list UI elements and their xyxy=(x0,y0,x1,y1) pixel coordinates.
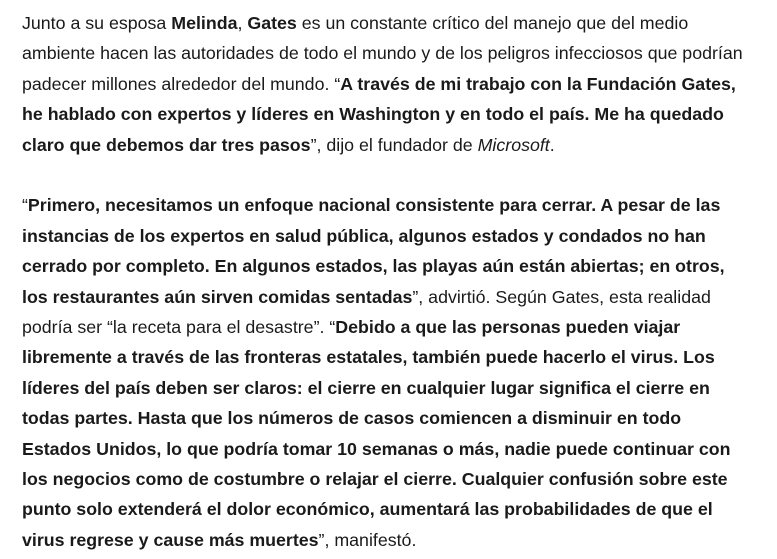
name-gates: Gates xyxy=(247,13,297,33)
quote-text: instancias de los expertos en salud pública, algunos estados y condados no han xyxy=(22,225,706,246)
quote-text: todas partes. Hasta que los números de casos comiencen a disminuir en todo xyxy=(22,408,682,429)
quote-text: libremente a través de las fronteras estatales, también puede hacerlo el virus. Los xyxy=(22,347,715,368)
quote-text: líderes del país deben ser claros: el cierre en cualquier lugar significa el cierre en xyxy=(22,377,710,398)
text-line xyxy=(22,8,755,38)
text-line xyxy=(22,221,755,251)
text-line xyxy=(22,130,755,160)
quote-text: los negocios como de costumbre o relajar el cierre. Cualquier confusión sobre este xyxy=(22,469,728,490)
paragraph-gates-intro xyxy=(22,8,755,160)
quote-text: Primero, necesitamos un enfoque nacional consistente para cerrar. A pesar de las xyxy=(27,195,721,216)
quote-text: punto solo extenderá el dolor económico, aumentará las probabilidades de que el xyxy=(22,499,713,520)
paragraph-gates-quote xyxy=(22,190,755,555)
quote-text: Estados Unidos, lo que podría tomar 10 semanas o más, nadie puede continuar con xyxy=(22,438,731,459)
text-line xyxy=(22,373,755,403)
text-line xyxy=(22,69,755,99)
quote-text: claro que debemos dar tres pasos xyxy=(22,134,311,155)
text-run: ”, dijo el fundador de xyxy=(310,134,478,155)
quote-text: A través de mi trabajo con la Fundación Gates, xyxy=(340,73,736,94)
text-line xyxy=(22,190,755,220)
text-line xyxy=(22,282,755,312)
text-line xyxy=(22,434,755,464)
text-run: es un constante crítico del manejo que del medio xyxy=(296,13,689,33)
quote-text: cerrado por completo. En algunos estados, las playas aún están abiertas; en otros, xyxy=(22,256,725,277)
text-line xyxy=(22,312,755,342)
text-run: podría ser “la receta para el desastre”. “ xyxy=(22,317,336,338)
text-run: . xyxy=(549,134,555,155)
quote-text: virus regrese y cause más muertes xyxy=(22,529,319,550)
text-run: ”, advirtió. Según Gates, esta realidad xyxy=(412,286,711,307)
text-line xyxy=(22,494,755,524)
quote-text: he hablado con expertos y líderes en Washington y en todo el país. Me ha quedado xyxy=(22,104,724,125)
text-run: , xyxy=(237,13,248,33)
text-line xyxy=(22,251,755,281)
text-run: “ xyxy=(22,195,28,216)
company-microsoft: Microsoft xyxy=(477,134,550,155)
text-run: ambiente hacen las autoridades de todo el mundo y de los peligros infecciosos que podrían xyxy=(22,43,743,64)
text-line xyxy=(22,342,755,372)
text-line xyxy=(22,38,755,68)
text-line xyxy=(22,525,755,555)
text-line xyxy=(22,403,755,433)
quote-text: los restaurantes aún sirven comidas sentadas xyxy=(22,286,413,307)
text-line xyxy=(22,464,755,494)
text-line xyxy=(22,99,755,129)
text-run: Junto a su esposa xyxy=(22,13,172,33)
quote-text: Debido a que las personas pueden viajar xyxy=(335,317,681,338)
text-run: ”, manifestó. xyxy=(318,529,417,550)
text-run: padecer millones alrededor del mundo. “ xyxy=(22,73,341,94)
name-melinda: Melinda xyxy=(171,13,238,33)
